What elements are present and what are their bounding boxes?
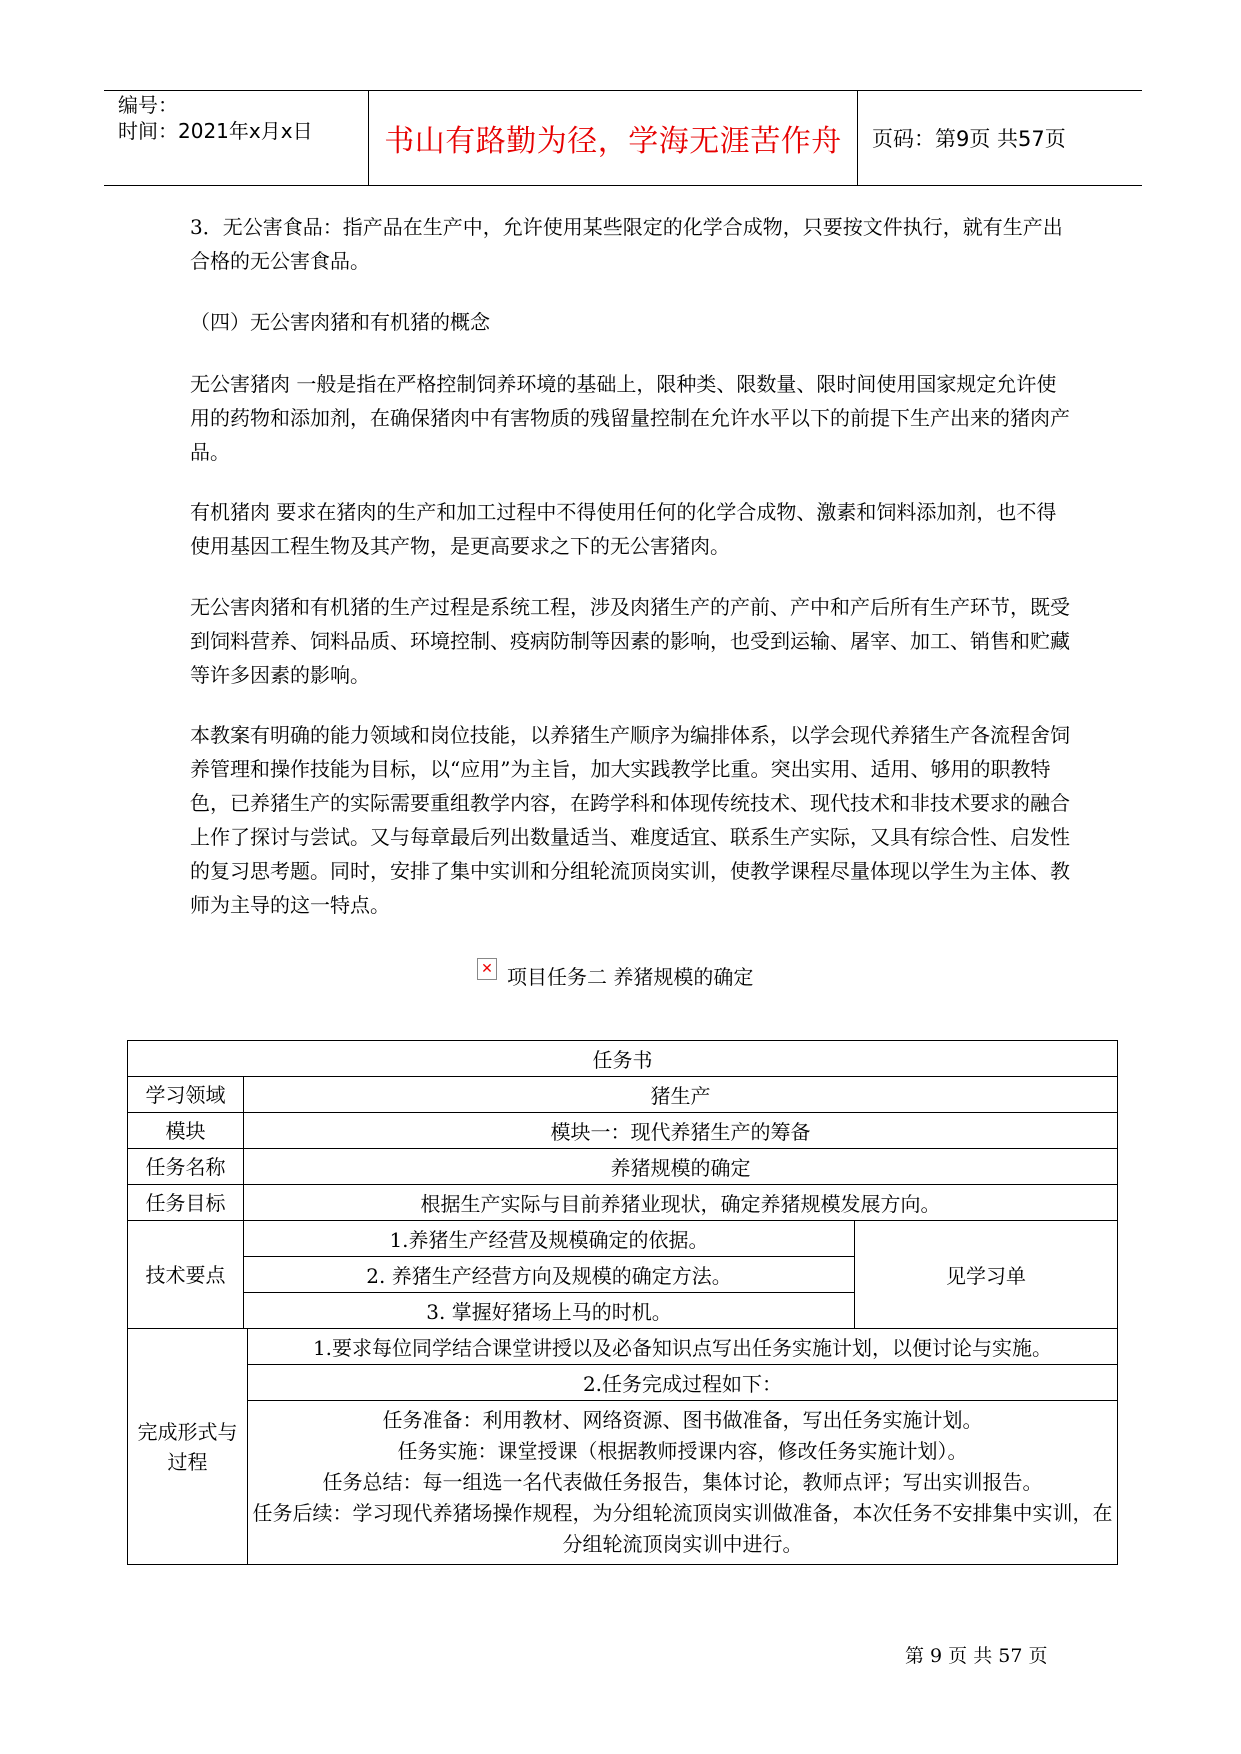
page-footer: 第 9 页 共 57 页 — [905, 1645, 1048, 1667]
tech-point-item: 3. 掌握好猪场上马的时机。 — [244, 1292, 854, 1328]
table-label-module: 模块 — [128, 1113, 244, 1148]
table-label-field: 学习领域 — [128, 1077, 244, 1112]
tech-reference: 见学习单 — [946, 1264, 1026, 1288]
completion-step: 任务准备：利用教材、网络资源、图书做准备，写出任务实施计划。 — [382, 1408, 983, 1432]
completion-item: 2.任务完成过程如下： — [248, 1364, 1117, 1400]
completion-item: 1.要求每位同学结合课堂讲授以及必备知识点写出任务实施计划，以便讨论与实施。 — [312, 1336, 1053, 1360]
table-row-completion — [128, 1328, 1117, 1564]
page-header — [104, 90, 1142, 186]
table-row — [128, 1184, 1117, 1220]
section-heading: （四）无公害肉猪和有机猪的概念 — [190, 310, 490, 334]
completion-step: 任务实施：课堂授课（根据教师授课内容，修改任务实施计划）。 — [397, 1439, 968, 1463]
paragraph-organic-pork: 有机猪肉 要求在猪肉的生产和加工过程中不得使用任何的化学合成物、激素和饲料添加剂，也不得使用基因工程生物及其产物，是更高要求之下的无公害猪肉。 — [190, 500, 1057, 558]
paragraph-definition: 3．无公害食品：指产品在生产中，允许使用某些限定的化学合成物，只要按文件执行，就有生产出合格的无公害食品。 — [190, 215, 1063, 273]
table-row — [128, 1148, 1117, 1184]
table-value-field: 猪生产 — [650, 1084, 711, 1108]
header-page-cell — [858, 91, 1142, 185]
header-left-cell — [104, 91, 368, 185]
table-label-completion: 完成形式与过程 — [128, 1329, 248, 1564]
completion-step: 任务后续：学习现代养猪场操作规程，为分组轮流顶岗实训做准备，本次任务不安排集中实训，在分组轮流顶岗实训中进行。 — [252, 1501, 1113, 1556]
task-table — [127, 1040, 1118, 1565]
table-title: 任务书 — [592, 1048, 653, 1072]
table-row — [128, 1112, 1117, 1148]
header-page-info: 页码：第9页 共57页 — [872, 127, 1066, 151]
broken-image-icon: ✕ — [477, 958, 497, 980]
table-label-task-name: 任务名称 — [128, 1149, 244, 1184]
paragraph-course-description: 本教案有明确的能力领域和岗位技能，以养猪生产顺序为编排体系，以学会现代养猪生产各流程舍饲养管理和操作技能为目标，以“应用”为主旨，加大实践教学比重。突出实用、适用、够用的职教特色，已养猪生产的实际需要重组教学内容，在跨学科和体现传统技术、现代技术和非技术要求的融合上作了探讨与尝试。又与每章最后列出数量适当、难度适宜、联系生产实际，又具有综合性、启发性的复习思考题。同时，安排了集中实训和分组轮流顶岗实训，使教学课程尽量体现以学生为主体、教师为主导的这一特点。 — [190, 723, 1070, 917]
figure-caption — [477, 958, 753, 990]
table-title-row — [128, 1041, 1117, 1076]
paragraph-production-process: 无公害肉猪和有机猪的生产过程是系统工程，涉及肉猪生产的产前、产中和产后所有生产环节，既受到饲料营养、饲料品质、环境控制、疫病防制等因素的影响，也受到运输、屠宰、加工、销售和贮藏等许多因素的影响。 — [190, 595, 1070, 687]
table-row-tech-points — [128, 1220, 1117, 1328]
completion-steps — [248, 1400, 1117, 1564]
table-label-tech: 技术要点 — [128, 1221, 244, 1328]
document-time-label: 时间：2021年x月x日 — [118, 119, 313, 143]
tech-point-item: 1.养猪生产经营及规模确定的依据。 — [389, 1228, 709, 1252]
header-motto-cell — [368, 91, 858, 185]
paragraph-pollution-free-pork: 无公害猪肉 一般是指在严格控制饲养环境的基础上，限种类、限数量、限时间使用国家规定允许使用的药物和添加剂，在确保猪肉中有害物质的残留量控制在允许水平以下的前提下生产出来的猪肉产品。 — [190, 372, 1070, 464]
figure-caption-text: 项目任务二 养猪规模的确定 — [507, 965, 754, 989]
completion-step: 任务总结：每一组选一名代表做任务报告，集体讨论，教师点评；写出实训报告。 — [322, 1470, 1043, 1494]
table-value-task-name: 养猪规模的确定 — [610, 1156, 751, 1180]
table-label-task-goal: 任务目标 — [128, 1185, 244, 1220]
table-row — [128, 1076, 1117, 1112]
header-motto: 书山有路勤为径，学海无涯苦作舟 — [384, 124, 842, 159]
table-value-task-goal: 根据生产实际与目前养猪业现状，确定养猪规模发展方向。 — [420, 1192, 941, 1216]
tech-point-item: 2. 养猪生产经营方向及规模的确定方法。 — [244, 1256, 854, 1292]
table-value-module: 模块一：现代养猪生产的筹备 — [550, 1120, 811, 1144]
document-number-label: 编号： — [118, 93, 178, 117]
